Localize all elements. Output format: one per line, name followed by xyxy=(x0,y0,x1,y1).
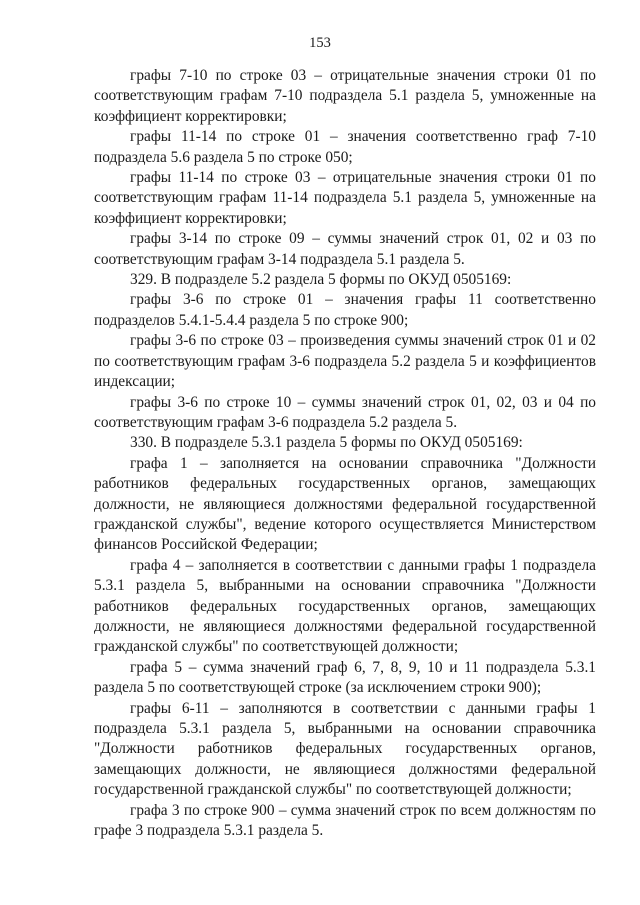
page-number: 153 xyxy=(309,35,331,51)
paragraph: графы 11-14 по строке 03 – отрицательные значения строки 01 по соответствующим графам 11-14 подраздела 5.1 раздела 5, умноженные на коэффициент корректировки; xyxy=(94,169,596,227)
section-heading-330: 330. В подразделе 5.3.1 раздела 5 формы по ОКУД 0505169: xyxy=(130,434,523,452)
paragraph: графы 11-14 по строке 01 – значения соответственно граф 7-10 подраздела 5.6 раздела 5 по строке 050; xyxy=(94,128,596,166)
paragraph: графы 7-10 по строке 03 – отрицательные значения строки 01 по соответствующим графам 7-10 подраздела 5.1 раздела 5, умноженные на коэффициент корректировки; xyxy=(94,67,596,125)
paragraph: графы 6-11 – заполняются в соответствии с данными графы 1 подраздела 5.3.1 раздела 5, выбранными на основании справочника "Должности работников федеральных государственных органов, замещающих должности, не являющиеся должностями федеральной государственной гражданской службы" по соответствующей должности; xyxy=(94,699,596,799)
paragraph: графа 3 по строке 900 – сумма значений строк по всем должностям по графе 3 подраздела 5.3.1 раздела 5. xyxy=(94,801,596,840)
paragraph: графа 4 – заполняется в соответствии с данными графы 1 подраздела 5.3.1 раздела 5, выбранными на основании справочника "Должности работников федеральных государственных органов, замещающих должности, не являющиеся должностями федеральной государственной гражданской службы" по соответствующей должности; xyxy=(94,556,596,656)
paragraph: графы 3-6 по строке 03 – произведения суммы значений строк 01 и 02 по соответствующим графам 3-6 подраздела 5.2 раздела 5 и коэффициентов индексации; xyxy=(94,332,596,391)
document-body xyxy=(94,66,596,841)
paragraph: графы 3-14 по строке 09 – суммы значений строк 01, 02 и 03 по соответствующим графам 3-14 подраздела 5.1 раздела 5. xyxy=(94,230,596,268)
paragraph: графа 1 – заполняется на основании справочника "Должности работников федеральных государственных органов, замещающих должности, не являющиеся должностями федеральной государственной гражданской службы", ведение которого осуществляется Министерством финансов Российской Федерации; xyxy=(94,454,596,554)
paragraph: графы 3-6 по строке 01 – значения графы 11 соответственно подразделов 5.4.1-5.4.4 раздела 5 по строке 900; xyxy=(94,291,596,329)
paragraph: графы 3-6 по строке 10 – суммы значений строк 01, 02, 03 и 04 по соответствующим графам 3-6 подраздела 5.2 раздела 5. xyxy=(94,393,596,431)
paragraph: графа 5 – сумма значений граф 6, 7, 8, 9, 10 и 11 подраздела 5.3.1 раздела 5 по соответствующей строке (за исключением строки 900); xyxy=(94,658,596,697)
section-heading-329: 329. В подразделе 5.2 раздела 5 формы по ОКУД 0505169: xyxy=(130,271,512,289)
